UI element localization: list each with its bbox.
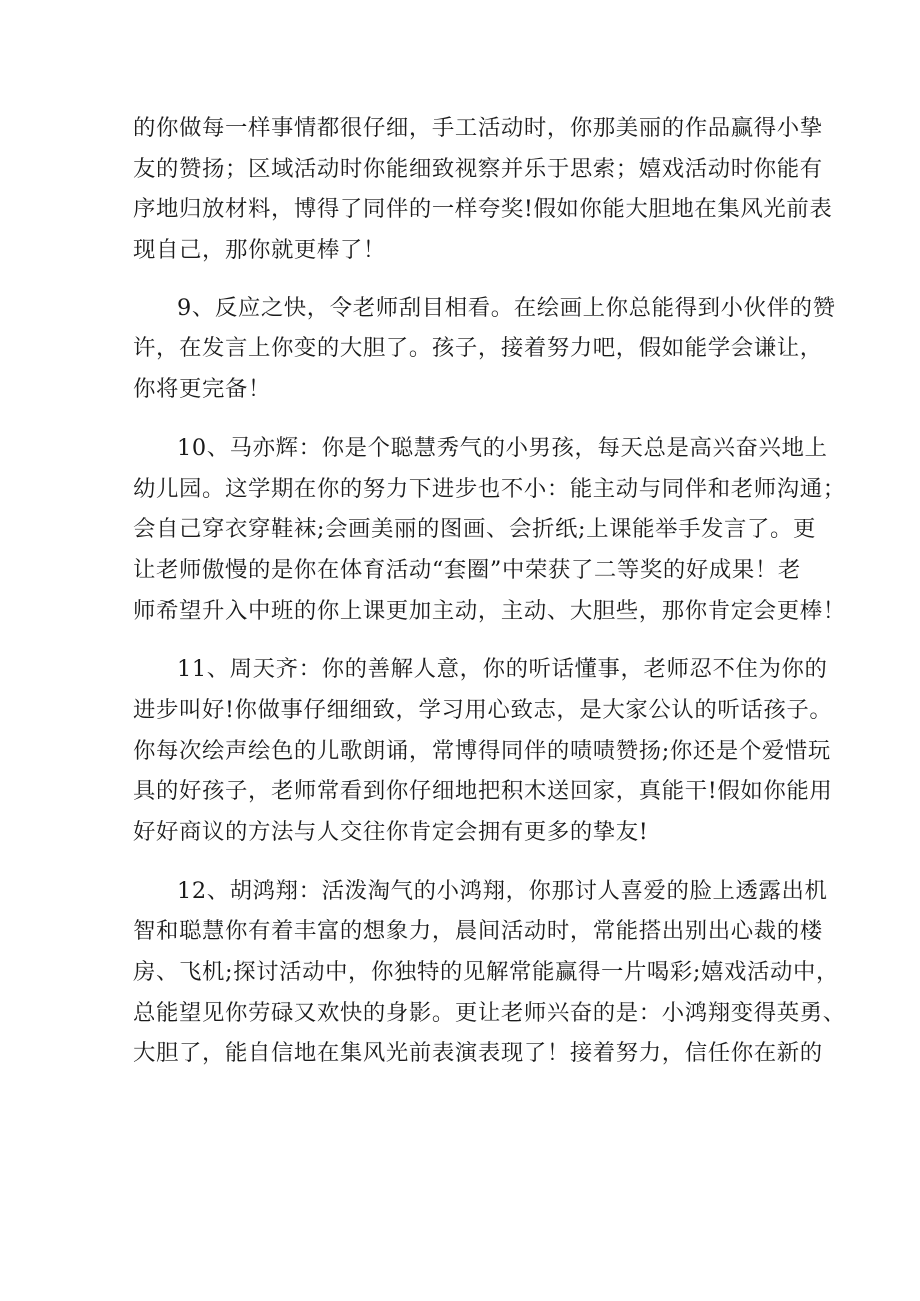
paragraph-10 bbox=[133, 428, 846, 631]
text-line: 许，在发言上你变的大胆了。孩子，接着努力吧，假如能学会谦让， bbox=[133, 335, 823, 362]
text-line: 大胆了，能自信地在集风光前表演表现了！接着努力，信任你在新的 bbox=[133, 1040, 823, 1067]
paragraph-9 bbox=[133, 288, 836, 410]
text-line: 幼儿园。这学期在你的努力下进步也不小：能主动与同伴和老师沟通； bbox=[133, 475, 846, 502]
text-line: 11、周天齐：你的善解人意，你的听话懂事，老师忍不住为你的 bbox=[177, 656, 828, 683]
text-line: 序地归放材料，博得了同伴的一样夸奖!假如你能大胆地在集风光前表 bbox=[133, 196, 833, 223]
text-line: 你将更完备！ bbox=[133, 376, 271, 403]
text-line: 友的赞扬；区域活动时你能细致视察并乐于思索；嬉戏活动时你能有 bbox=[133, 155, 823, 182]
text-line: 具的好孩子，老师常看到你仔细地把积木送回家，真能干!假如你能用 bbox=[133, 778, 833, 805]
text-line: 你每次绘声绘色的儿歌朗诵，常博得同伴的啧啧赞扬;你还是个爱惜玩 bbox=[133, 737, 831, 764]
paragraph-continuation bbox=[133, 108, 833, 271]
text-line: 好好商议的方法与人交往你肯定会拥有更多的挚友! bbox=[133, 819, 649, 845]
text-line: 12、胡鸿翔：活泼淘气的小鸿翔，你那讨人喜爱的脸上透露出机 bbox=[177, 877, 828, 904]
text-line: 的你做每一样事情都很仔细，手工活动时，你那美丽的作品赢得小挚 bbox=[133, 115, 823, 141]
text-line: 10、马亦辉：你是个聪慧秀气的小男孩，每天总是高兴奋兴地上 bbox=[177, 434, 828, 461]
text-line: 总能望见你劳碌又欢快的身影。更让老师兴奋的是：小鸿翔变得英勇、 bbox=[133, 999, 846, 1026]
text-line: 让老师傲慢的是你在体育活动“套圈”中荣获了二等奖的好成果！老 bbox=[133, 556, 801, 583]
paragraph-12 bbox=[133, 871, 846, 1074]
paragraph-11 bbox=[133, 649, 833, 852]
text-line: 房、飞机;探讨活动中，你独特的见解常能赢得一片喝彩;嬉戏活动中， bbox=[133, 959, 840, 986]
text-line: 9、反应之快，令老师刮目相看。在绘画上你总能得到小伙伴的赞 bbox=[177, 294, 836, 321]
text-line: 进步叫好!你做事仔细细致，学习用心致志，是大家公认的听话孩子。 bbox=[133, 696, 833, 723]
text-line: 现自己，那你就更棒了！ bbox=[133, 237, 386, 264]
text-line: 师希望升入中班的你上课更加主动，主动、大胆些，那你肯定会更棒！ bbox=[133, 597, 846, 624]
text-line: 会自己穿衣穿鞋袜;会画美丽的图画、会折纸;上课能举手发言了。更 bbox=[133, 516, 817, 543]
text-line: 智和聪慧你有着丰富的想象力，晨间活动时，常能搭出别出心裁的楼 bbox=[133, 918, 823, 945]
document-body bbox=[133, 108, 846, 1092]
